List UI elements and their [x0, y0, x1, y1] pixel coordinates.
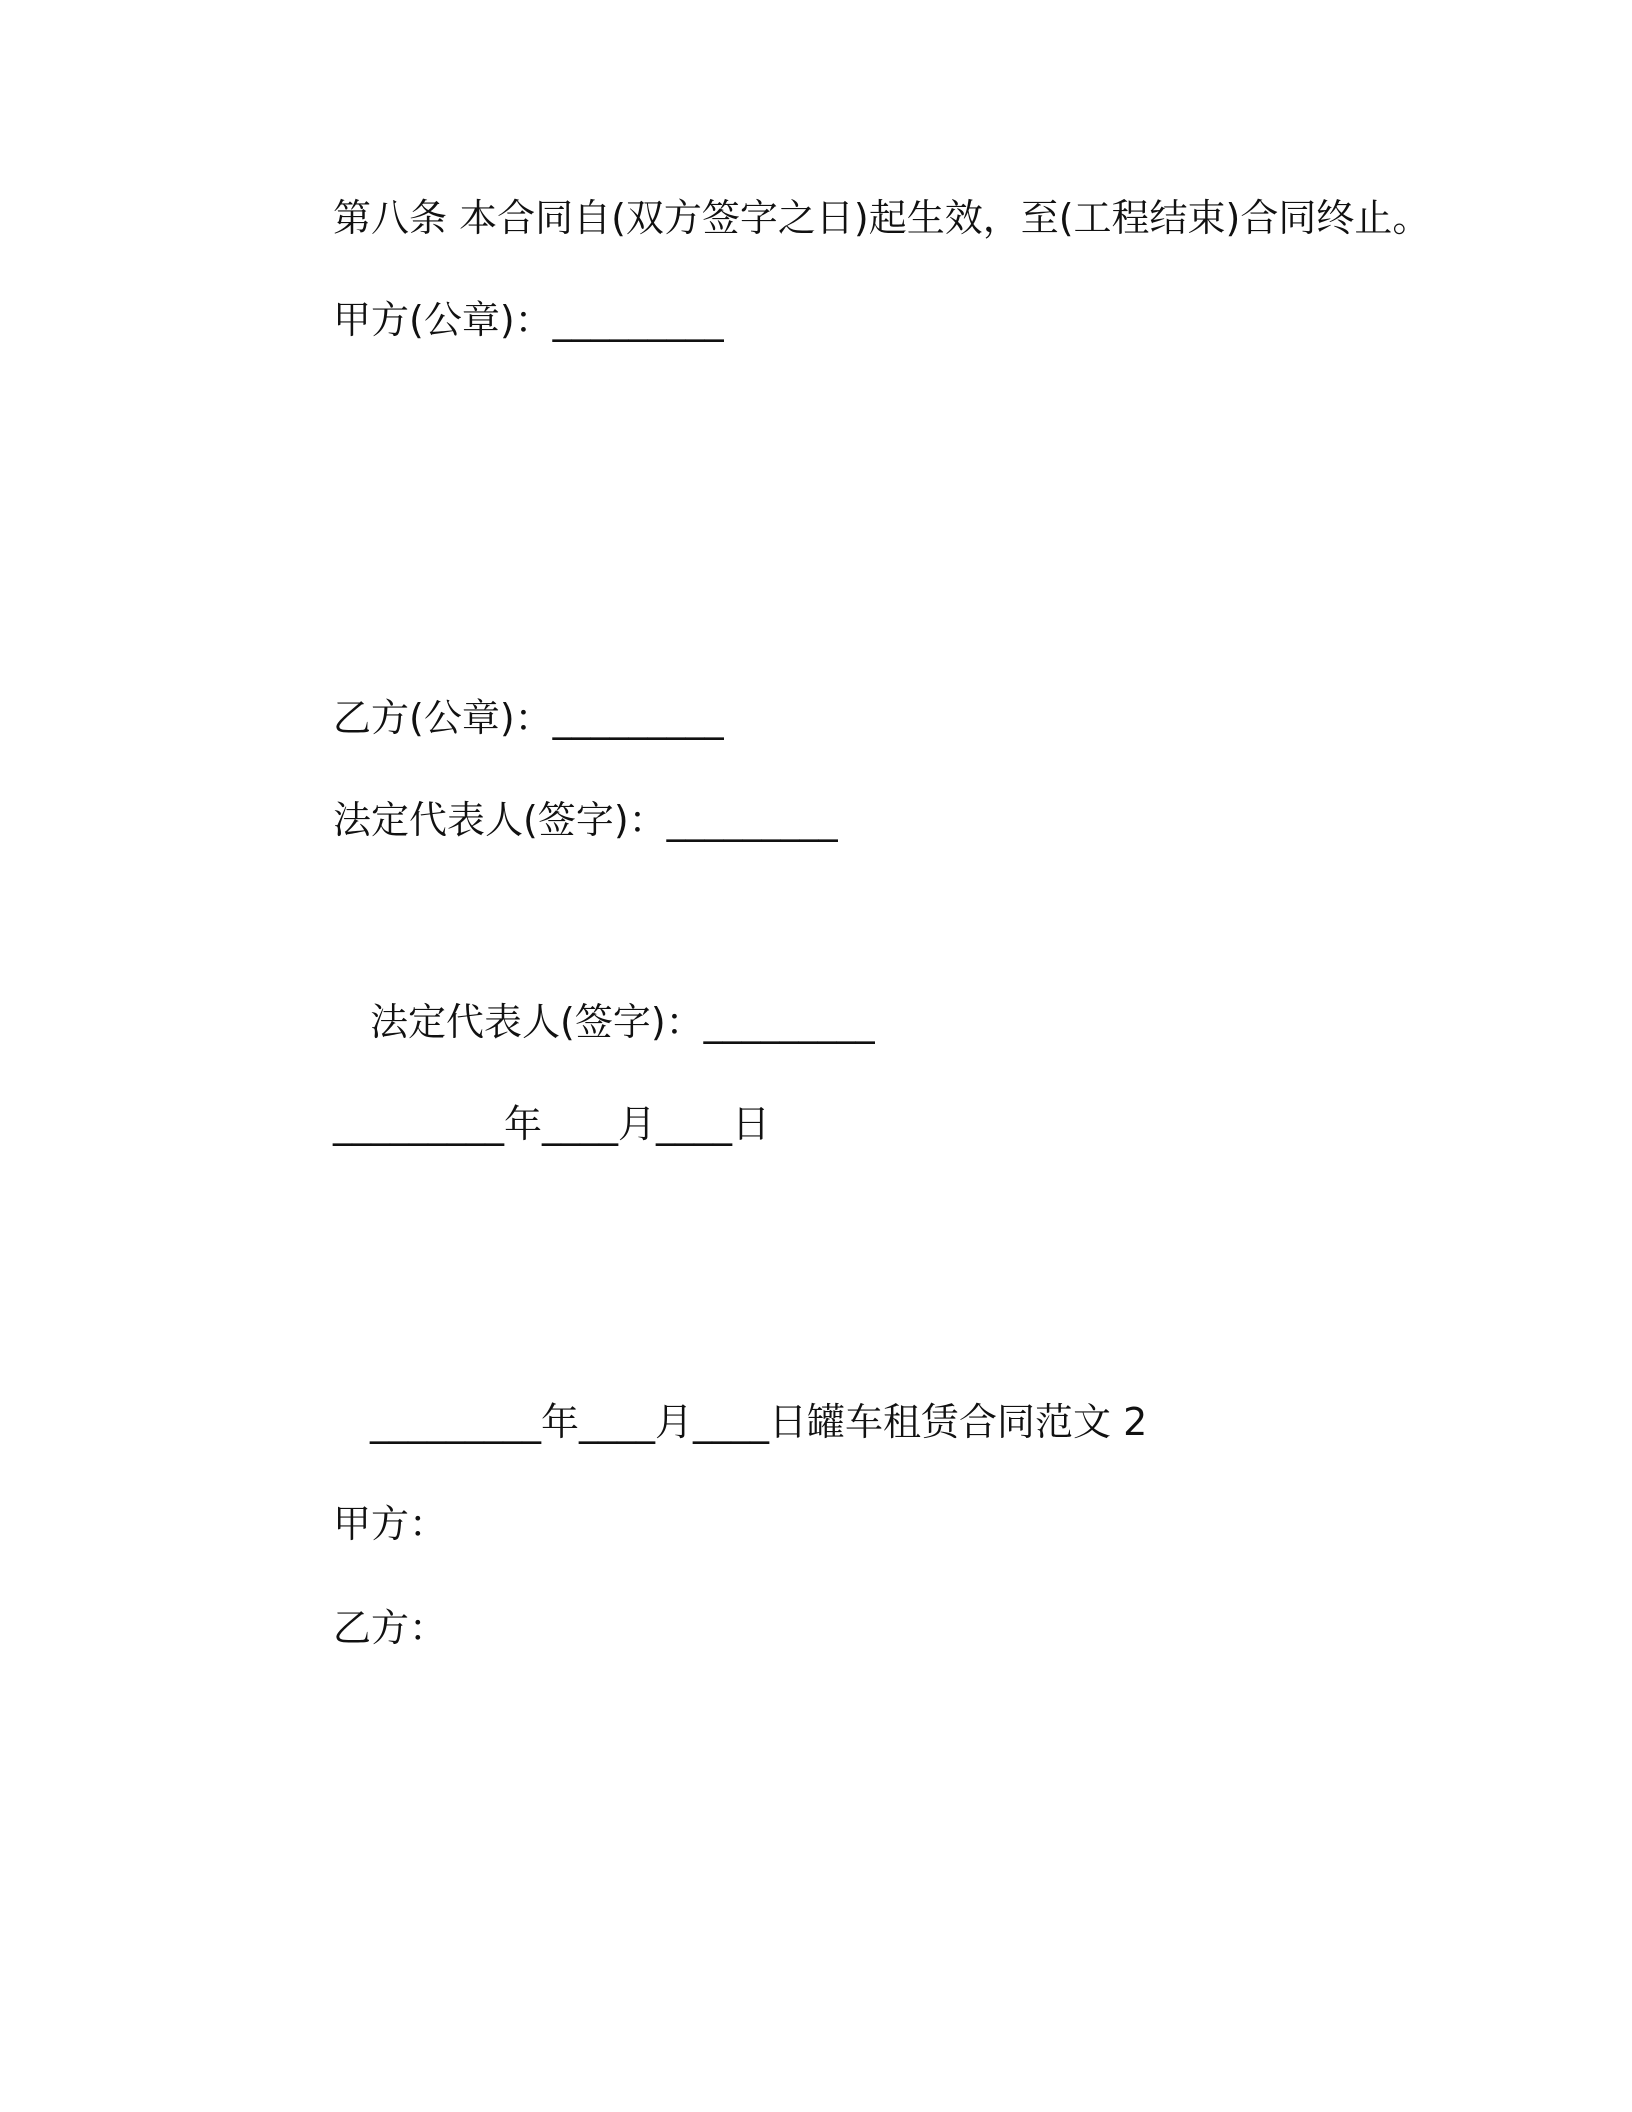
party-b-seal-line: 乙方(公章)：_________	[333, 696, 724, 740]
article-eight-text: 第八条 本合同自(双方签字之日)起生效，至(工程结束)合同终止。	[333, 196, 1431, 240]
date-and-contract-title-line: _________年____月____日罐车租赁合同范文 2	[370, 1400, 1148, 1444]
legal-rep-signature-line-indented: 法定代表人(签字)：_________	[370, 1000, 875, 1044]
legal-rep-signature-line: 法定代表人(签字)：_________	[333, 798, 838, 842]
party-a-label: 甲方：	[333, 1502, 448, 1546]
party-a-seal-line: 甲方(公章)：_________	[333, 298, 724, 342]
date-line: _________年____月____日	[333, 1102, 771, 1146]
party-b-label: 乙方：	[333, 1606, 448, 1650]
